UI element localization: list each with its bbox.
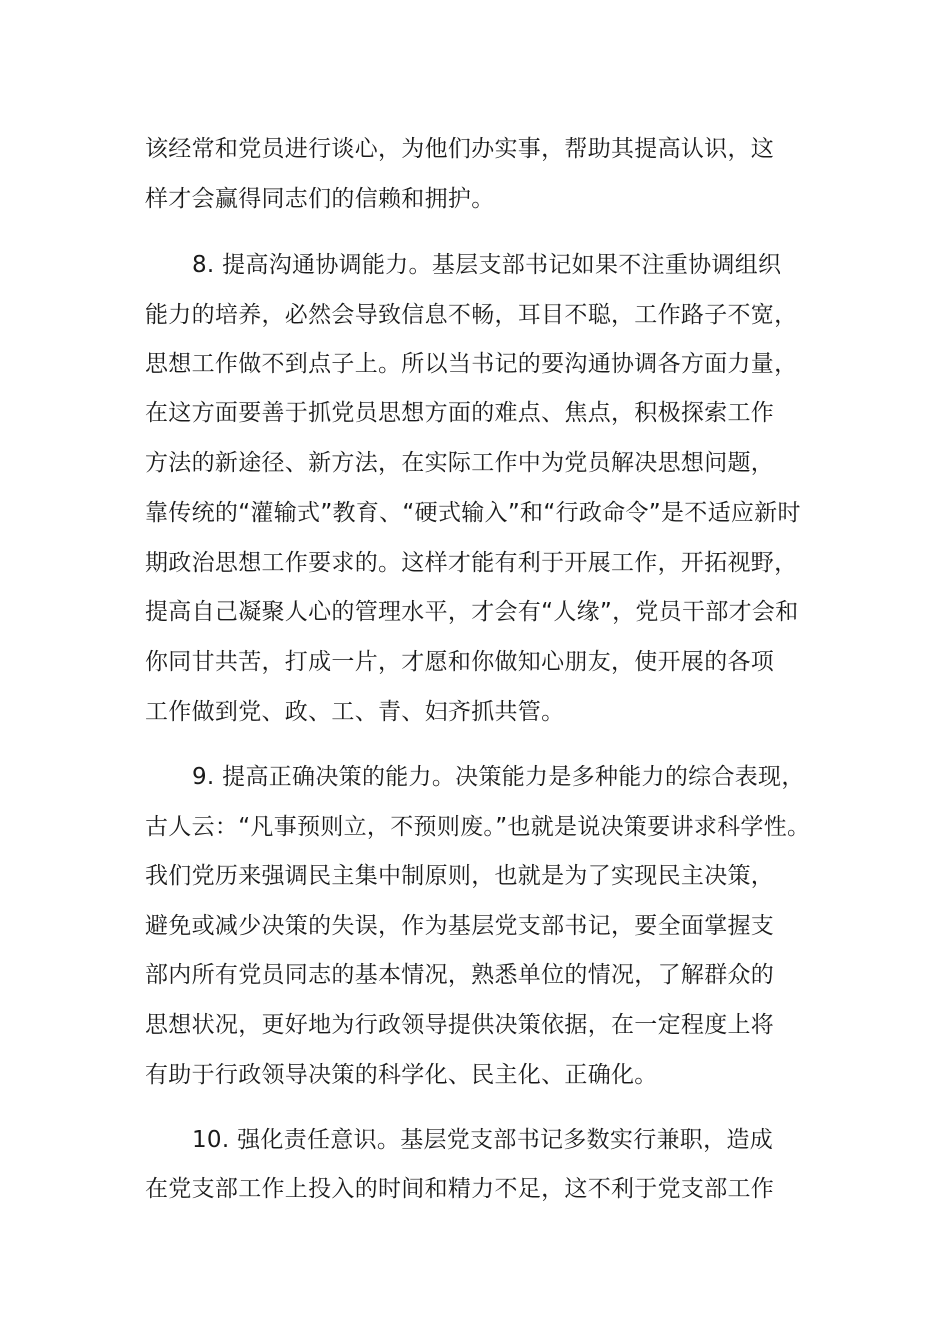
text-line: 期政治思想工作要求的。这样才能有利于开展工作，开拓视野， bbox=[145, 550, 798, 576]
paragraph-first-line: 8. 提高沟通协调能力。基层支部书记如果不注重协调组织 bbox=[192, 252, 782, 278]
text-line: 工作做到党、政、工、青、妇齐抓共管。 bbox=[145, 699, 565, 725]
text-line: 你同甘共苦，打成一片，才愿和你做知心朋友，使开展的各项 bbox=[145, 649, 775, 675]
paragraph-first-line: 10. 强化责任意识。基层党支部书记多数实行兼职，造成 bbox=[192, 1127, 773, 1153]
text-line: 在党支部工作上投入的时间和精力不足，这不利于党支部工作 bbox=[145, 1176, 775, 1202]
text-line: 能力的培养，必然会导致信息不畅，耳目不聪，工作路子不宽， bbox=[145, 302, 798, 328]
paragraph-first-line: 9. 提高正确决策的能力。决策能力是多种能力的综合表现， bbox=[192, 764, 805, 790]
text-line: 我们党历来强调民主集中制原则，也就是为了实现民主决策， bbox=[145, 863, 775, 889]
text-line: 思想状况，更好地为行政领导提供决策依据，在一定程度上将 bbox=[145, 1012, 775, 1038]
text-line: 方法的新途径、新方法，在实际工作中为党员解决思想问题， bbox=[145, 450, 775, 476]
text-line: 有助于行政领导决策的科学化、民主化、正确化。 bbox=[145, 1062, 658, 1088]
text-line: 思想工作做不到点子上。所以当书记的要沟通协调各方面力量， bbox=[145, 351, 798, 377]
text-line: 靠传统的“灌输式”教育、“硬式输入”和“行政命令”是不适应新时 bbox=[145, 500, 801, 526]
text-line: 部内所有党员同志的基本情况，熟悉单位的情况，了解群众的 bbox=[145, 962, 775, 988]
text-line: 该经常和党员进行谈心，为他们办实事，帮助其提高认识，这 bbox=[145, 136, 775, 162]
text-line: 提高自己凝聚人心的管理水平，才会有“人缘”，党员干部才会和 bbox=[145, 599, 799, 625]
text-line: 古人云：“凡事预则立，不预则废。”也就是说决策要讲求科学性。 bbox=[145, 814, 811, 840]
text-line: 避免或减少决策的失误，作为基层党支部书记，要全面掌握支 bbox=[145, 913, 775, 939]
text-line: 样才会赢得同志们的信赖和拥护。 bbox=[145, 186, 495, 212]
text-line: 在这方面要善于抓党员思想方面的难点、焦点，积极探索工作 bbox=[145, 400, 775, 426]
